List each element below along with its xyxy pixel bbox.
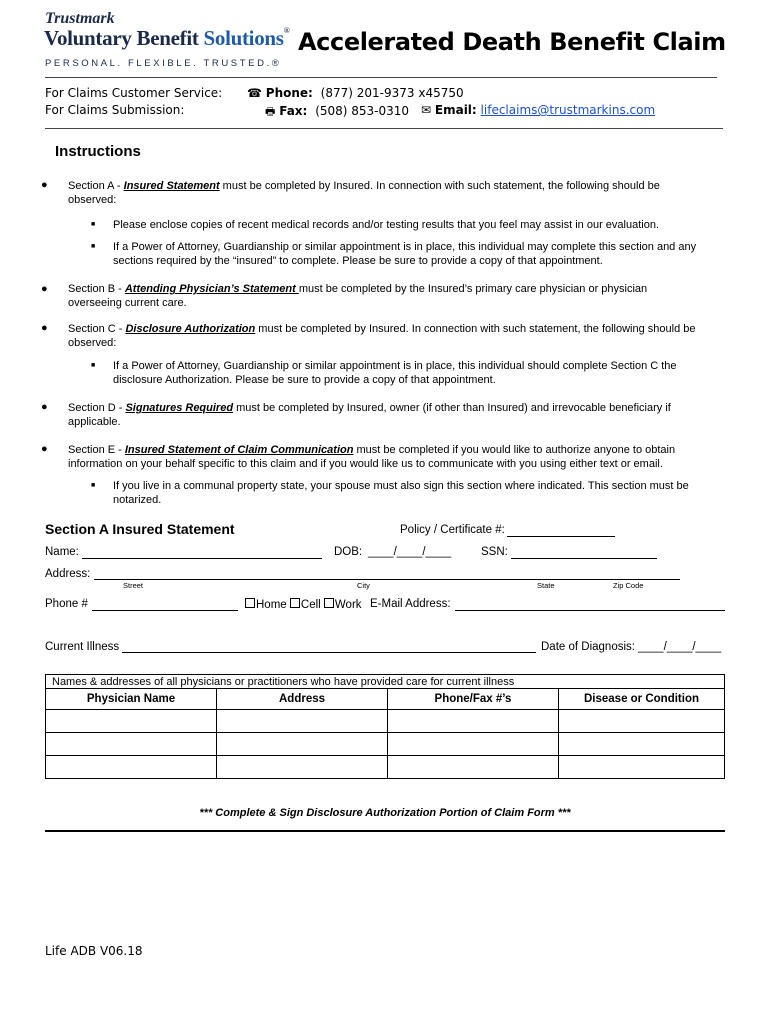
email-line: [421, 103, 655, 117]
illness-input[interactable]: [122, 652, 536, 653]
square-bullet-icon: ■: [91, 221, 96, 228]
table-cell[interactable]: [217, 733, 388, 756]
phone-label: Phone:: [265, 86, 313, 100]
ssn-label: SSN:: [481, 546, 508, 558]
physicians-table: [45, 674, 725, 779]
table-row: [46, 756, 725, 779]
table-row: [46, 710, 725, 733]
section-b-text: must be completed by the Insured’s primary care physician or physician: [298, 283, 648, 295]
col-phone-fax: Phone/Fax #’s: [388, 689, 559, 710]
section-d-text-2: applicable.: [68, 416, 121, 428]
policy-input[interactable]: [507, 536, 615, 537]
footer-divider: [45, 830, 725, 832]
table-cell[interactable]: [217, 756, 388, 779]
col-disease: Disease or Condition: [559, 689, 725, 710]
address-input[interactable]: [94, 579, 680, 580]
name-label: Name:: [45, 546, 79, 558]
section-a-heading: Section A Insured Statement: [45, 521, 235, 537]
bullet-icon: ●: [41, 283, 48, 295]
address-label: Address:: [45, 568, 91, 580]
section-c-title: Disclosure Authorization: [125, 323, 256, 335]
instructions-heading: Instructions: [55, 143, 141, 160]
square-bullet-icon: ■: [91, 482, 96, 489]
col-physician-name: Physician Name: [46, 689, 217, 710]
square-bullet-icon: ■: [91, 362, 96, 369]
logo-trustmark: Trustmark: [45, 10, 115, 27]
illness-label: Current Illness: [45, 641, 120, 653]
section-a-prefix: Section A -: [68, 180, 124, 192]
home-label: Home: [256, 599, 287, 611]
phone-line: [247, 86, 464, 100]
email-field-label: E-Mail Address:: [370, 598, 451, 610]
document-title: Accelerated Death Benefit Claim: [298, 28, 726, 56]
email-label: Email:: [434, 103, 477, 117]
section-a-sub-2-line-2: sections required by the “insured” to complete. Please be sure to provide a copy of that appointment.: [113, 255, 603, 267]
city-sublabel: City: [357, 581, 370, 590]
dob-label: DOB:: [334, 546, 363, 558]
envelope-icon: ✉: [421, 103, 432, 117]
fax-icon: 🖶: [265, 105, 276, 118]
work-checkbox[interactable]: [324, 598, 334, 608]
table-cell[interactable]: [559, 733, 725, 756]
physicians-caption: Names & addresses of all physicians or practitioners who have provided care for current illness: [46, 675, 725, 689]
dob-input[interactable]: ____/____/____: [368, 546, 452, 558]
section-c-text-2: observed:: [68, 337, 117, 349]
fax-value: (508) 853-0310: [315, 104, 410, 118]
instruction-section-d: [68, 401, 728, 429]
table-cell[interactable]: [388, 710, 559, 733]
work-label: Work: [334, 599, 362, 611]
diagnosis-input[interactable]: ____/____/____: [638, 641, 722, 653]
phone-value: (877) 201-9373 x45750: [320, 86, 464, 100]
name-input[interactable]: [82, 558, 322, 559]
section-e-title: Insured Statement of Claim Communication: [124, 444, 354, 456]
section-d-title: Signatures Required: [125, 402, 234, 414]
table-cell[interactable]: [559, 710, 725, 733]
logo-reg-mark: ®: [283, 26, 290, 35]
instruction-section-a: [68, 179, 728, 207]
table-row: [46, 733, 725, 756]
state-sublabel: State: [537, 581, 555, 590]
table-cell[interactable]: [388, 756, 559, 779]
phone-icon: ☎: [247, 86, 262, 100]
logo-tagline: PERSONAL. FLEXIBLE. TRUSTED.®: [45, 58, 282, 69]
table-cell[interactable]: [217, 710, 388, 733]
fax-line: [265, 103, 409, 122]
section-e-text-2: information on your behalf specific to this claim and if you would like us to communicate with you using either text or email.: [68, 458, 663, 470]
bullet-icon: ●: [41, 179, 48, 191]
cell-checkbox[interactable]: [290, 598, 300, 608]
fax-label: Fax:: [279, 104, 308, 118]
bullet-icon: ●: [41, 322, 48, 334]
disclosure-note: *** Complete & Sign Disclosure Authorization Portion of Claim Form ***: [199, 807, 571, 819]
section-a-sub-1: Please enclose copies of recent medical records and/or testing results that you feel may assist in our evaluation.: [113, 219, 660, 231]
instruction-section-c: [68, 322, 728, 350]
section-d-prefix: Section D -: [68, 402, 126, 414]
section-a-sub-2-line-1: If a Power of Attorney, Guardianship or similar appointment is in place, this individual may complete this section and any: [113, 241, 697, 253]
phone-input[interactable]: [92, 610, 238, 611]
email-input[interactable]: [455, 610, 725, 611]
table-cell[interactable]: [388, 733, 559, 756]
section-e-text: must be completed if you would like to authorize anyone to obtain: [353, 444, 676, 456]
table-cell[interactable]: [46, 756, 217, 779]
section-b-prefix: Section B -: [68, 283, 125, 295]
form-id: Life ADB V06.18: [45, 944, 143, 958]
policy-label: Policy / Certificate #:: [400, 524, 505, 536]
table-cell[interactable]: [559, 756, 725, 779]
claims-submission-label: For Claims Submission:: [45, 103, 185, 117]
diagnosis-label: Date of Diagnosis:: [541, 641, 635, 653]
logo-main-text: Voluntary Benefit: [44, 26, 204, 50]
instruction-section-b: [68, 282, 728, 310]
section-e-sub-1-line-1: If you live in a communal property state, your spouse must also sign this section where indicated. This section must be: [113, 480, 689, 492]
section-c-sub-1-line-2: disclosure Authorization. Please be sure to provide a copy of that appointment.: [113, 374, 496, 386]
table-cell[interactable]: [46, 710, 217, 733]
phone-field-label: Phone #: [45, 598, 88, 610]
section-c-prefix: Section C -: [68, 323, 126, 335]
bullet-icon: ●: [41, 401, 48, 413]
bullet-icon: ●: [41, 443, 48, 455]
section-a-text-2: observed:: [68, 194, 117, 206]
section-c-sub-1: [113, 359, 733, 387]
cell-label: Cell: [300, 599, 321, 611]
zip-sublabel: Zip Code: [613, 581, 644, 590]
section-d-text: must be completed by Insured, owner (if other than Insured) and irrevocable beneficiary if: [233, 402, 671, 414]
section-a-text: must be completed by Insured. In connection with such statement, the following should be: [219, 180, 660, 192]
logo-solutions-text: Solutions: [203, 26, 284, 50]
col-address: Address: [217, 689, 388, 710]
section-c-sub-1-line-1: If a Power of Attorney, Guardianship or similar appointment is in place, this individual should complete Section C the: [113, 360, 677, 372]
square-bullet-icon: ■: [91, 243, 96, 250]
instruction-section-e: [68, 443, 733, 471]
phone-type-options: [245, 598, 362, 611]
section-e-sub-1: [113, 479, 733, 507]
section-b-title: Attending Physician’s Statement: [124, 283, 299, 295]
section-e-sub-1-line-2: notarized.: [113, 494, 162, 506]
section-c-text: must be completed by Insured. In connection with such statement, the following should be: [255, 323, 696, 335]
home-checkbox[interactable]: [245, 598, 255, 608]
section-a-title: Insured Statement: [123, 180, 220, 192]
logo-main: [44, 26, 289, 51]
table-cell[interactable]: [46, 733, 217, 756]
section-b-text-2: overseeing current care.: [68, 297, 187, 309]
ssn-input[interactable]: [511, 558, 657, 559]
section-a-sub-2: [113, 240, 733, 268]
street-sublabel: Street: [123, 581, 144, 590]
section-e-prefix: Section E -: [68, 444, 125, 456]
claims-service-label: For Claims Customer Service:: [45, 86, 223, 100]
contact-divider: [45, 128, 723, 129]
header-divider: [45, 77, 717, 78]
email-link[interactable]: lifeclaims@trustmarkins.com: [480, 103, 656, 117]
